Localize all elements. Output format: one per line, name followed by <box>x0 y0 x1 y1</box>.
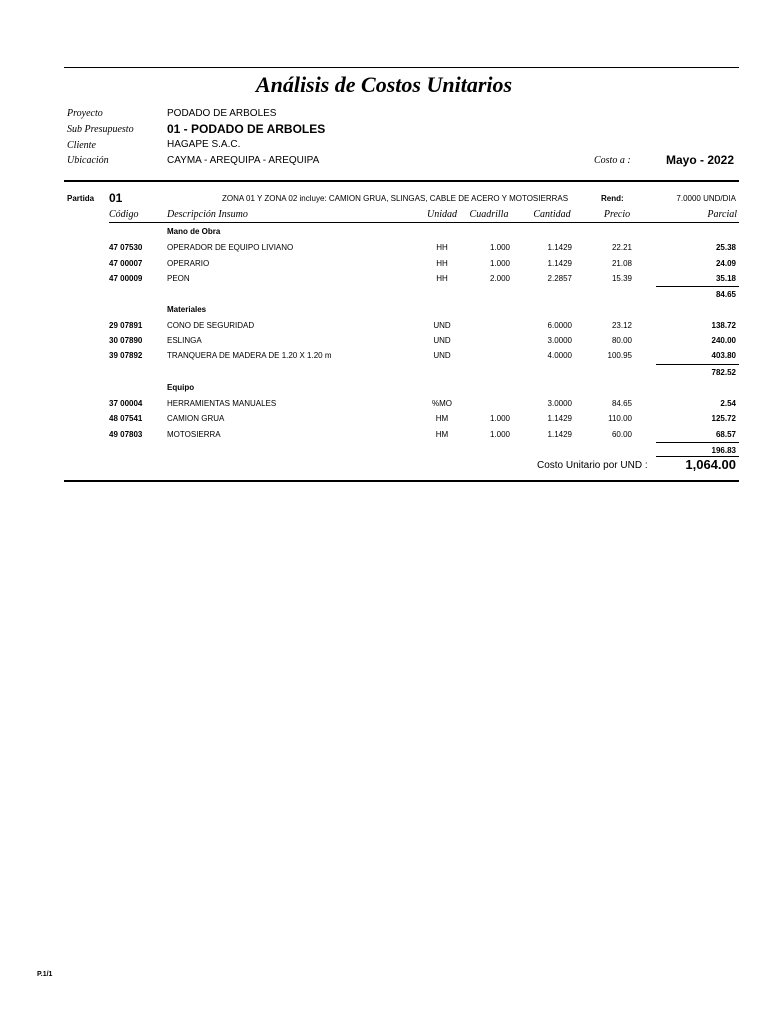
row-unidad: HM <box>435 430 449 439</box>
col-descripcion: Descripción Insumo <box>167 209 248 220</box>
row-codigo: 39 07892 <box>109 351 143 360</box>
subtotal-rule <box>656 364 739 365</box>
row-parcial: 125.72 <box>711 414 736 423</box>
row-descripcion: MOTOSIERRA <box>167 430 221 439</box>
subpresupuesto-value: 01 - PODADO DE ARBOLES <box>167 122 326 136</box>
row-cuadrilla: 1.000 <box>489 414 510 423</box>
row-cantidad: 1.1429 <box>547 259 572 268</box>
row-parcial: 2.54 <box>720 399 736 408</box>
row-codigo: 48 07541 <box>109 414 143 423</box>
row-unidad: HH <box>436 243 448 252</box>
row-cantidad: 6.0000 <box>547 321 572 330</box>
proyecto-value: PODADO DE ARBOLES <box>167 108 277 119</box>
cliente-label: Cliente <box>67 140 96 151</box>
costo-label: Costo a : <box>594 155 631 166</box>
row-codigo: 47 00009 <box>109 274 143 283</box>
row-precio: 84.65 <box>611 399 632 408</box>
ubicacion-value: CAYMA - AREQUIPA - AREQUIPA <box>167 155 320 166</box>
row-cuadrilla: 2.000 <box>489 274 510 283</box>
col-unidad: Unidad <box>427 209 457 220</box>
group-title-mano-de-obra: Mano de Obra <box>167 227 221 236</box>
row-cantidad: 4.0000 <box>547 351 572 360</box>
cliente-value: HAGAPE S.A.C. <box>167 139 241 150</box>
page-title: Análisis de Costos Unitarios <box>255 72 513 97</box>
row-precio: 23.12 <box>611 321 632 330</box>
row-cantidad: 2.2857 <box>547 274 572 283</box>
row-precio: 21.08 <box>611 259 632 268</box>
row-cuadrilla: 1.000 <box>489 430 510 439</box>
group-title-materiales: Materiales <box>167 305 207 314</box>
row-descripcion: ESLINGA <box>167 336 202 345</box>
row-parcial: 138.72 <box>711 321 736 330</box>
col-codigo: Código <box>109 209 139 220</box>
row-unidad: UND <box>433 351 451 360</box>
partida-label: Partida <box>67 194 95 203</box>
subtotal-equipo: 196.83 <box>711 446 736 455</box>
row-descripcion: HERRAMIENTAS MANUALES <box>167 399 277 408</box>
row-parcial: 25.38 <box>715 243 736 252</box>
row-precio: 60.00 <box>611 430 632 439</box>
row-parcial: 68.57 <box>715 430 736 439</box>
row-codigo: 47 00007 <box>109 259 143 268</box>
row-unidad: HH <box>436 274 448 283</box>
row-precio: 80.00 <box>611 336 632 345</box>
partida-code: 01 <box>109 191 123 205</box>
group-title-equipo: Equipo <box>167 383 195 392</box>
row-cantidad: 1.1429 <box>547 243 572 252</box>
col-precio: Precio <box>603 209 631 220</box>
row-descripcion: CONO DE SEGURIDAD <box>167 321 255 330</box>
row-codigo: 47 07530 <box>109 243 143 252</box>
row-cantidad: 1.1429 <box>547 430 572 439</box>
row-precio: 110.00 <box>608 414 632 423</box>
subtotal-rule <box>656 442 739 443</box>
col-cantidad: Cantidad <box>533 209 571 220</box>
row-parcial: 24.09 <box>715 259 736 268</box>
row-cantidad: 1.1429 <box>547 414 572 423</box>
subpresupuesto-label: Sub Presupuesto <box>67 124 134 135</box>
row-descripcion: OPERADOR DE EQUIPO LIVIANO <box>167 243 294 252</box>
row-descripcion: TRANQUERA DE MADERA DE 1.20 X 1.20 m <box>167 351 332 360</box>
row-codigo: 49 07803 <box>109 430 143 439</box>
rend-label: Rend: <box>601 194 624 203</box>
col-cuadrilla: Cuadrilla <box>469 209 509 220</box>
row-unidad: UND <box>433 321 451 330</box>
row-precio: 100.95 <box>607 351 632 360</box>
row-codigo: 37 00004 <box>109 399 143 408</box>
ubicacion-label: Ubicación <box>67 155 109 166</box>
partida-description: ZONA 01 Y ZONA 02 incluye: CAMION GRUA, SLINGAS, CABLE DE ACERO Y MOTOSIERRAS <box>222 194 569 203</box>
total-value: 1,064.00 <box>685 457 736 472</box>
col-parcial: Parcial <box>707 209 737 220</box>
subtotal-materiales: 782.52 <box>711 368 736 377</box>
row-descripcion: OPERARIO <box>167 259 210 268</box>
row-descripcion: CAMION GRUA <box>167 414 225 423</box>
row-unidad: HM <box>435 414 449 423</box>
row-cuadrilla: 1.000 <box>489 259 510 268</box>
total-label: Costo Unitario por UND : <box>537 460 648 471</box>
page-number: P.1/1 <box>37 971 53 978</box>
subtotal-rule <box>656 286 739 287</box>
partida-rule <box>64 180 739 182</box>
row-cantidad: 3.0000 <box>547 336 572 345</box>
row-descripcion: PEON <box>167 274 190 283</box>
row-parcial: 403.80 <box>711 351 736 360</box>
row-unidad: UND <box>433 336 451 345</box>
row-cuadrilla: 1.000 <box>489 243 510 252</box>
row-unidad: %MO <box>432 399 452 408</box>
row-codigo: 29 07891 <box>109 321 143 330</box>
rend-value: 7.0000 UND/DIA <box>676 194 736 203</box>
row-parcial: 240.00 <box>711 336 736 345</box>
top-rule <box>64 67 739 68</box>
row-unidad: HH <box>436 259 448 268</box>
row-precio: 22.21 <box>611 243 632 252</box>
row-codigo: 30 07890 <box>109 336 143 345</box>
subtotal-mano-de-obra: 84.65 <box>715 290 736 299</box>
bottom-rule <box>64 480 739 482</box>
row-precio: 15.39 <box>611 274 632 283</box>
row-cantidad: 3.0000 <box>547 399 572 408</box>
proyecto-label: Proyecto <box>67 108 103 119</box>
column-header-rule <box>109 222 739 223</box>
costo-fecha: Mayo - 2022 <box>666 153 735 167</box>
row-parcial: 35.18 <box>715 274 736 283</box>
